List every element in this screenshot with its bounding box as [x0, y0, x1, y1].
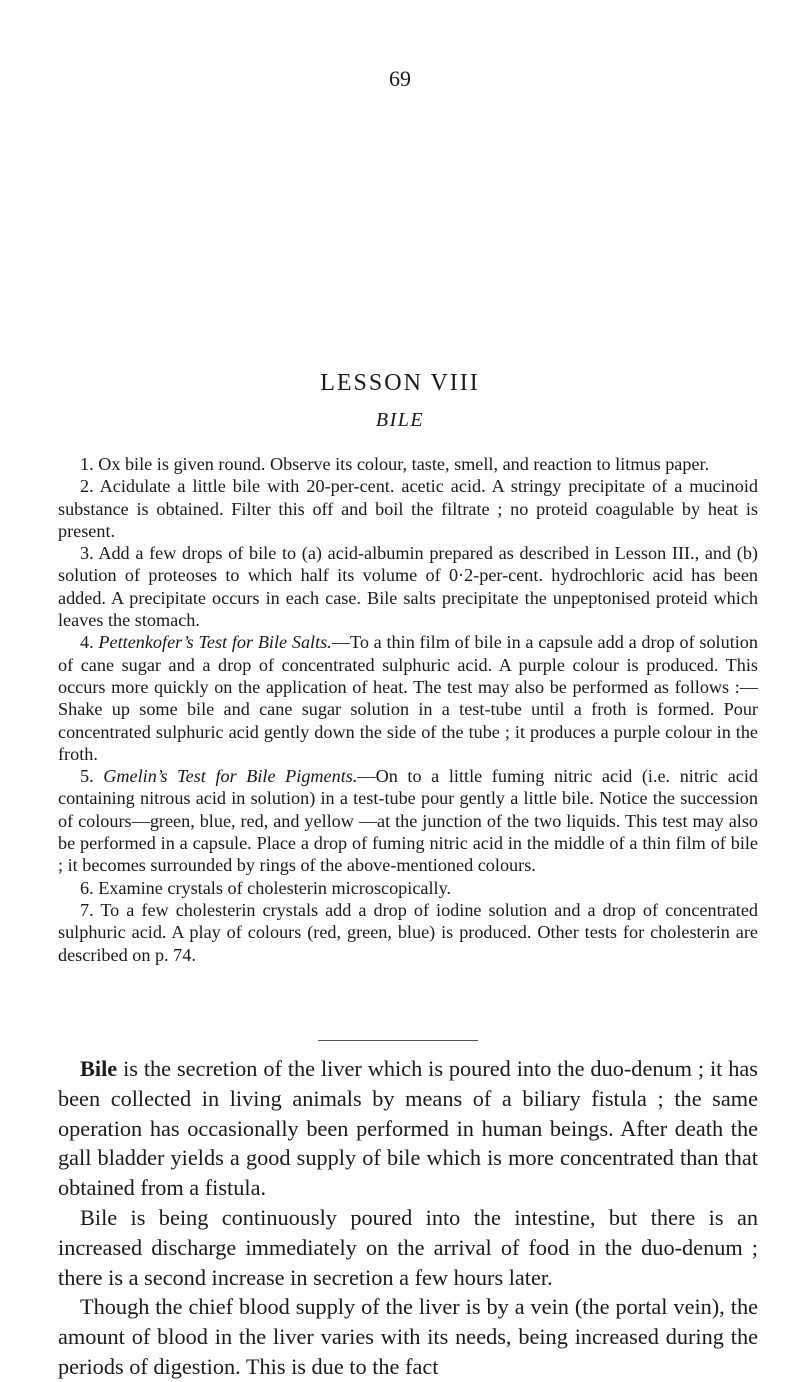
paragraph-text: Though the chief blood supply of the liver is by a vein (the portal vein), the amount of blood in the liver varies with its needs, being increased during the periods of digestion. This is due to the fact	[58, 1294, 758, 1379]
page-number: 69	[389, 66, 411, 91]
lesson-title: LESSON VIII	[320, 370, 480, 396]
experiment-1	[58, 453, 758, 475]
experiment-text: —On to a little fuming nitric acid (i.e. nitric acid containing nitrous acid in solution) in a test-tube pour gently a little bile. Notice the succession of colours—green, blue, red, and yellow —at the junction of the two liquids. This test may also be performed in a capsule. Place a drop of fuming nitric acid in the middle of a thin film of bile ; it becomes surrounded by rings of the above-mentioned colours.	[58, 766, 758, 876]
paragraph-3	[58, 1292, 758, 1381]
experiment-text: —To a thin film of bile in a capsule add a drop of solution of cane sugar and a drop of concentrated sulphuric acid. A purple colour is produced. This occurs more quickly on the application of heat. The test may also be performed as follows :—Shake up some bile and cane sugar solution in a test-tube until a froth is formed. Pour concentrated sulphuric acid gently down the side of the tube ; it produces a purple colour in the froth.	[58, 632, 758, 764]
experiment-title: Pettenkofer’s Test for Bile Salts.	[98, 632, 332, 653]
paragraph-1	[58, 1054, 758, 1203]
experiment-7	[58, 899, 758, 966]
experiment-number: 4.	[80, 632, 94, 653]
experiment-2	[58, 475, 758, 542]
experiment-title: Gmelin’s Test for Bile Pigments.	[103, 766, 358, 787]
experiment-number: 2.	[80, 476, 94, 497]
experiment-text: Ox bile is given round. Observe its colour, taste, smell, and reaction to litmus paper.	[98, 454, 710, 474]
paragraph-text: is the secretion of the liver which is poured into the duo-denum ; it has been collected in living animals by means of a biliary fistula ; the same operation has occasionally been performed in human beings. After death the gall bladder yields a good supply of bile which is more concentrated than that obtained from a fistula.	[58, 1056, 758, 1201]
experiment-4	[58, 631, 758, 765]
experiment-number: 1.	[80, 454, 94, 474]
experiment-number: 7.	[80, 899, 94, 920]
experiment-3	[58, 542, 758, 631]
experiment-5	[58, 765, 758, 876]
paragraph-text: Bile is being continuously poured into the intestine, but there is an increased discharge immediately on the arrival of food in the duo-denum ; there is a second increase in secretion a few hours later.	[58, 1204, 758, 1290]
experiment-6	[58, 877, 758, 899]
paragraph-2	[58, 1203, 758, 1292]
subject-heading: BILE	[375, 409, 425, 431]
experiment-text: Examine crystals of cholesterin microscopically.	[98, 877, 452, 898]
experiment-text: To a few cholesterin crystals add a drop of iodine solution and a drop of concentrated sulphuric acid. A play of colours (red, green, blue) is produced. Other tests for cholesterin are described on p. 74.	[58, 899, 758, 965]
experiment-text: Add a few drops of bile to (a) acid-albumin prepared as described in Lesson III., and (b) solution of proteoses to which half its volume of 0·2-per-cent. hydrochloric acid has been added. A precipitate occurs in each case. Bile salts precipitate the unpeptonised proteid which leaves the stomach.	[58, 543, 758, 631]
experiments-list	[58, 453, 758, 966]
body-text	[58, 1054, 758, 1382]
experiment-number: 5.	[80, 766, 94, 787]
experiment-text: Acidulate a little bile with 20-per-cent. acetic acid. A stringy precipitate of a mucinoid substance is obtained. Filter this off and boil the filtrate ; no proteid coagulable by heat is present.	[58, 476, 759, 541]
lead-word: Bile	[80, 1056, 118, 1081]
section-divider	[318, 1040, 478, 1041]
experiment-number: 6.	[80, 877, 94, 898]
experiment-number: 3.	[80, 543, 94, 564]
